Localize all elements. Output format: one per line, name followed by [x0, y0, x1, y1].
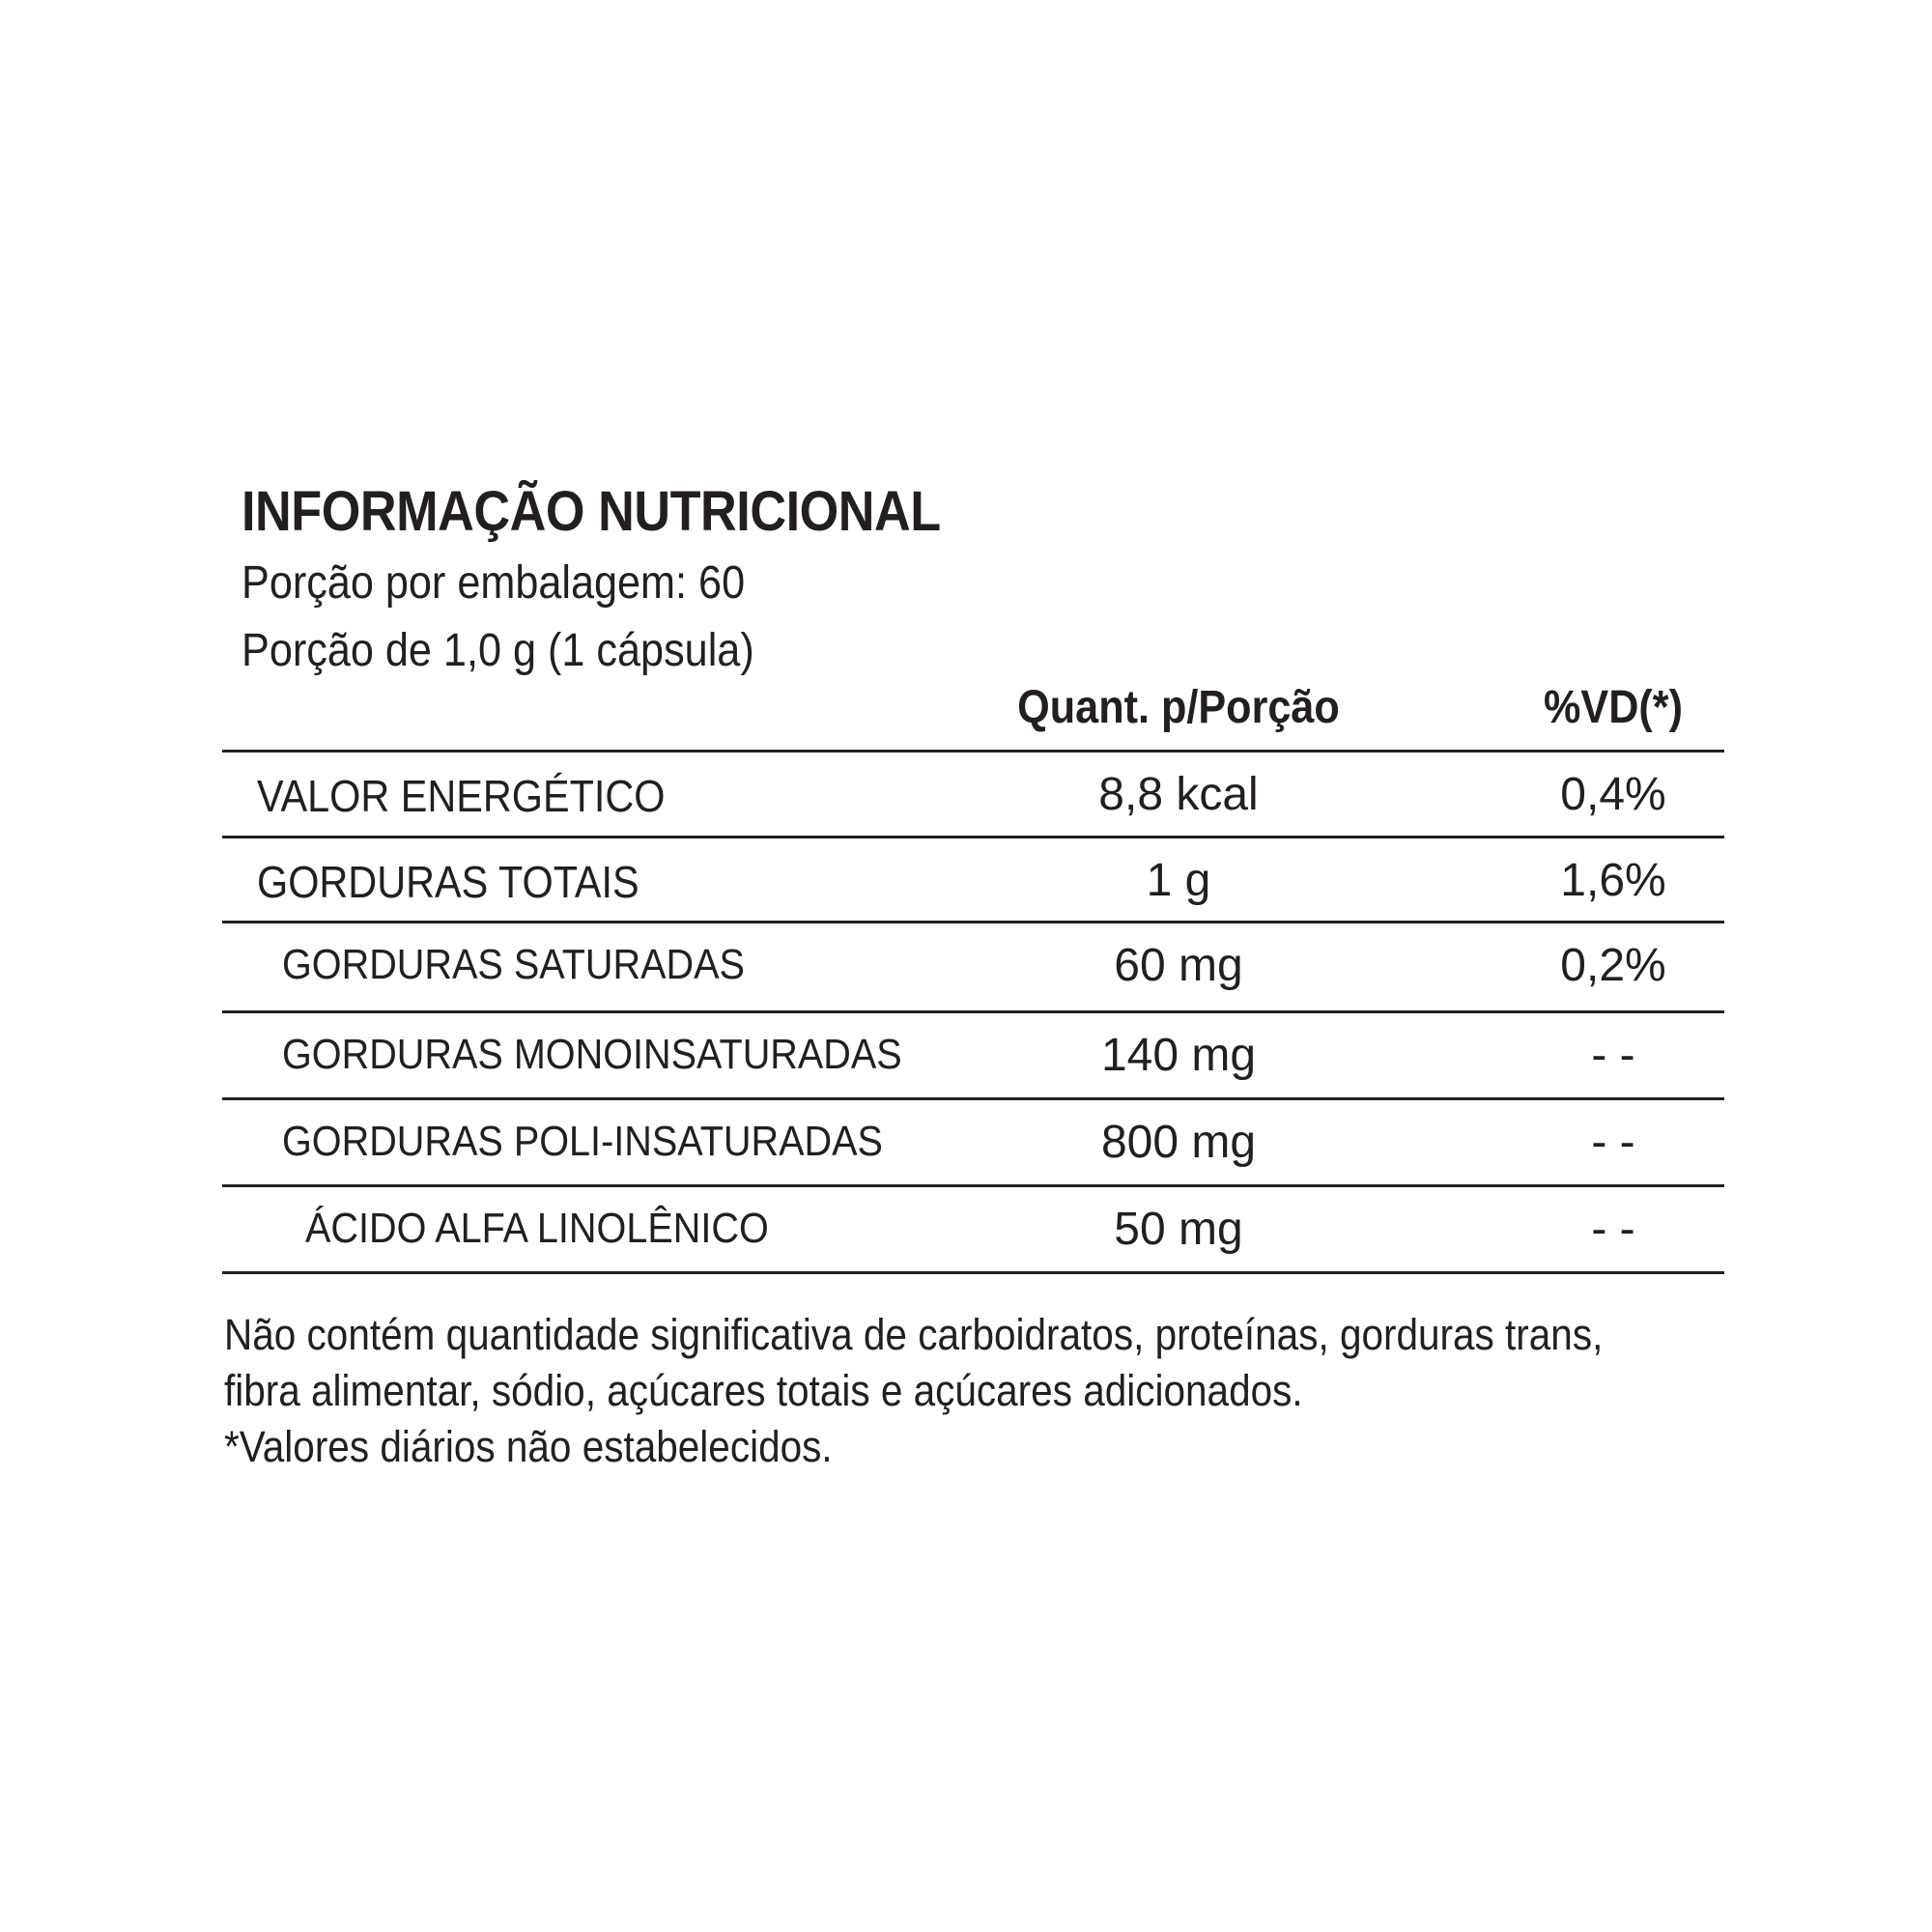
table-row-total-fat: [222, 838, 1724, 923]
nutrient-name: GORDURAS MONOINSATURADAS: [282, 1031, 902, 1078]
nutrient-daily-value: - -: [1591, 1204, 1635, 1255]
nutrient-name: VALOR ENERGÉTICO: [257, 771, 666, 821]
nutrient-daily-value: 0,4%: [1560, 769, 1666, 820]
nutrient-name: GORDURAS TOTAIS: [257, 857, 639, 907]
nutrient-amount: 140 mg: [1100, 1030, 1257, 1081]
table-row-alpha-linolenic-acid: [222, 1187, 1724, 1272]
nutrient-name: GORDURAS POLI-INSATURADAS: [282, 1118, 883, 1165]
nutrient-amount: 60 mg: [1114, 940, 1243, 991]
footnote-not-significant-cont: fibra alimentar, sódio, açúcares totais e açúcares adicionados.: [224, 1366, 1303, 1415]
nutrient-daily-value: - -: [1591, 1030, 1635, 1081]
table-row-saturated-fat: [222, 923, 1724, 1009]
column-header-amount: Quant. p/Porção: [1017, 682, 1340, 733]
column-header-daily-value: %VD(*): [1543, 682, 1683, 733]
label-title: INFORMAÇÃO NUTRICIONAL: [242, 480, 941, 543]
table-row-polyunsaturated-fat: [222, 1100, 1724, 1185]
servings-per-package: Porção por embalagem: 60: [242, 557, 746, 609]
nutrient-name: ÁCIDO ALFA LINOLÊNICO: [305, 1205, 769, 1252]
table-bottom-rule: [222, 1271, 1724, 1274]
footnote-not-significant: Não contém quantidade significativa de carboidratos, proteínas, gorduras trans,: [224, 1310, 1604, 1359]
nutrient-name: GORDURAS SATURADAS: [282, 941, 745, 988]
nutrient-amount: 800 mg: [1100, 1117, 1257, 1168]
table-row-monounsaturated-fat: [222, 1013, 1724, 1098]
serving-size: Porção de 1,0 g (1 cápsula): [242, 625, 754, 676]
nutrient-amount: 8,8 kcal: [1098, 769, 1259, 820]
nutrient-amount: 1 g: [1146, 855, 1211, 906]
nutrient-daily-value: 0,2%: [1560, 940, 1666, 991]
nutrient-amount: 50 mg: [1114, 1204, 1243, 1255]
nutrient-daily-value: 1,6%: [1560, 855, 1666, 906]
nutrient-daily-value: - -: [1591, 1117, 1635, 1168]
footnote-daily-values: *Valores diários não estabelecidos.: [224, 1422, 833, 1471]
table-row-energy: [222, 753, 1724, 838]
